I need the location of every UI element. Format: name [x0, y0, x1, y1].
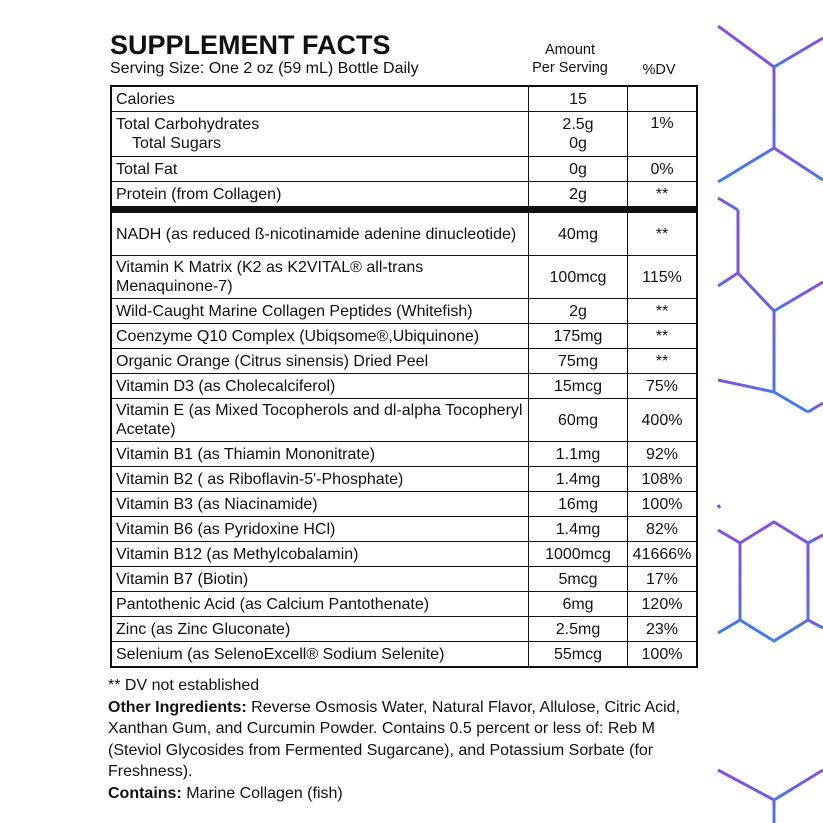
row-name: Total Fat	[111, 157, 529, 182]
row-name: Vitamin E (as Mixed Tocopherols and dl-alpha Tocopheryl Acetate)	[111, 399, 529, 442]
table-row	[111, 517, 697, 542]
row-name: Pantothenic Acid (as Calcium Pantothenate)	[111, 592, 529, 617]
row-amount: 1.4mg	[529, 467, 628, 492]
row-name: Protein (from Collagen)	[111, 182, 529, 210]
row-amount: 2g	[529, 299, 628, 324]
row-amount-main: 2.5g	[562, 116, 594, 133]
table-row	[111, 210, 697, 256]
row-name-sub: Total Sugars	[132, 135, 221, 152]
row-dv: 120%	[628, 592, 698, 617]
row-amount: 1.4mg	[529, 517, 628, 542]
other-ingredients-text: Reverse Osmosis Water, Natural Flavor, Allulose, Citric Acid, Xanthan Gum, and Curcumin Powder. Contains 0.5 percent or less of: Reb M (Steviol Glycosides from Fermented Sugarcane), and Potassium Sorbate (for Freshness).	[108, 698, 681, 780]
row-amount: 16mg	[529, 492, 628, 517]
row-dv: 75%	[628, 374, 698, 399]
row-dv: 17%	[628, 567, 698, 592]
row-amount: 75mg	[529, 349, 628, 374]
row-name: Vitamin B1 (as Thiamin Mononitrate)	[111, 442, 529, 467]
row-dv: 82%	[628, 517, 698, 542]
row-dv: **	[628, 324, 698, 349]
row-amount: 6mg	[529, 592, 628, 617]
table-row	[111, 467, 697, 492]
row-dv: **	[628, 182, 698, 210]
row-name: Vitamin B7 (Biotin)	[111, 567, 529, 592]
row-amount: 175mg	[529, 324, 628, 349]
row-dv: **	[628, 299, 698, 324]
row-name: Vitamin B3 (as Niacinamide)	[111, 492, 529, 517]
table-row	[111, 349, 697, 374]
row-amount: 1.1mg	[529, 442, 628, 467]
row-dv: 1%	[628, 112, 698, 157]
row-name: Vitamin K Matrix (K2 as K2VITAL® all-trans Menaquinone-7)	[111, 256, 529, 299]
row-name: NADH (as reduced ß-nicotinamide adenine dinucleotide)	[111, 210, 529, 256]
table-row	[111, 299, 697, 324]
contains-label: Contains:	[108, 784, 182, 802]
row-amount: 15mcg	[529, 374, 628, 399]
row-dv: **	[628, 210, 698, 256]
table-row	[111, 324, 697, 349]
table-row	[111, 617, 697, 642]
row-dv: 400%	[628, 399, 698, 442]
table-row	[111, 642, 697, 668]
row-name: Vitamin D3 (as Cholecalciferol)	[111, 374, 529, 399]
row-amount: 55mcg	[529, 642, 628, 668]
row-name: Vitamin B2 ( as Riboflavin-5'-Phosphate)	[111, 467, 529, 492]
amount-header	[522, 41, 618, 77]
row-amount: 100mcg	[529, 256, 628, 299]
row-name: Selenium (as SelenoExcell® Sodium Selenite)	[111, 642, 529, 668]
table-row	[111, 492, 697, 517]
footer-notes	[108, 675, 708, 804]
table-row	[111, 592, 697, 617]
other-ingredients	[108, 697, 708, 783]
supplement-facts-table	[110, 85, 698, 668]
table-row	[111, 157, 697, 182]
table-row	[111, 567, 697, 592]
table-row	[111, 542, 697, 567]
page-title: SUPPLEMENT FACTS	[110, 30, 391, 60]
row-name-main: Total Carbohydrates	[116, 116, 260, 133]
dv-note: ** DV not established	[108, 677, 260, 694]
row-dv: 115%	[628, 256, 698, 299]
row-amount-sub: 0g	[569, 135, 587, 152]
amount-header-line1: Amount	[545, 42, 595, 58]
row-name	[111, 112, 529, 157]
table-row	[111, 374, 697, 399]
row-name: Organic Orange (Citrus sinensis) Dried Peel	[111, 349, 529, 374]
row-dv: 100%	[628, 642, 698, 668]
row-name: Coenzyme Q10 Complex (Ubiqsome®,Ubiquinone)	[111, 324, 529, 349]
row-name: Calories	[111, 86, 529, 112]
row-amount: 15	[529, 86, 628, 112]
row-dv: **	[628, 349, 698, 374]
table-row	[111, 182, 697, 210]
table-row	[111, 442, 697, 467]
row-dv: 41666%	[628, 542, 698, 567]
row-dv: 92%	[628, 442, 698, 467]
row-dv: 0%	[628, 157, 698, 182]
row-amount: 40mg	[529, 210, 628, 256]
row-dv	[628, 86, 698, 112]
contains-text: Marine Collagen (fish)	[181, 784, 343, 802]
row-dv: 23%	[628, 617, 698, 642]
row-name: Zinc (as Zinc Gluconate)	[111, 617, 529, 642]
row-dv: 108%	[628, 467, 698, 492]
table-row	[111, 256, 697, 299]
row-amount: 5mcg	[529, 567, 628, 592]
dv-header: %DV	[642, 62, 676, 78]
row-amount: 2g	[529, 182, 628, 210]
row-name: Vitamin B6 (as Pyridoxine HCl)	[111, 517, 529, 542]
row-dv: 100%	[628, 492, 698, 517]
serving-size: Serving Size: One 2 oz (59 mL) Bottle Daily	[110, 60, 419, 77]
row-name: Wild-Caught Marine Collagen Peptides (Whitefish)	[111, 299, 529, 324]
row-amount: 0g	[529, 157, 628, 182]
amount-header-line2: Per Serving	[532, 60, 608, 76]
table-row	[111, 112, 697, 157]
row-name: Vitamin B12 (as Methylcobalamin)	[111, 542, 529, 567]
table-row	[111, 86, 697, 112]
other-ingredients-label: Other Ingredients:	[108, 698, 247, 716]
contains	[108, 783, 708, 805]
row-amount: 60mg	[529, 399, 628, 442]
row-amount	[529, 112, 628, 157]
row-amount: 1000mcg	[529, 542, 628, 567]
row-amount: 2.5mg	[529, 617, 628, 642]
table-row	[111, 399, 697, 442]
